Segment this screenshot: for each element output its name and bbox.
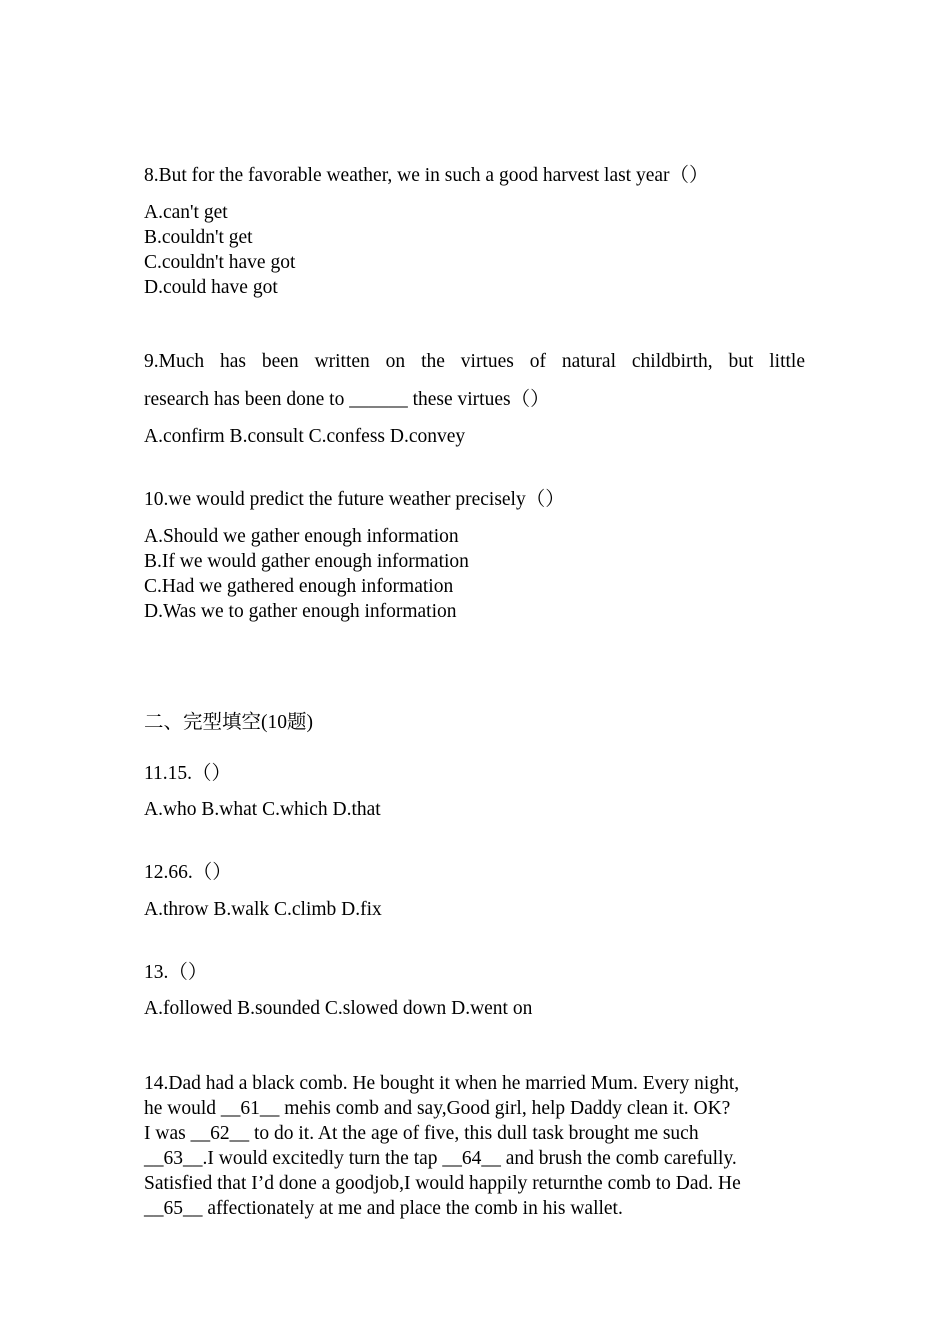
question-10-option-b: B.If we would gather enough information <box>144 551 469 572</box>
question-13-options: A.followed B.sounded C.slowed down D.went on <box>144 998 533 1019</box>
question-14-passage-line-5: Satisfied that I’d done a goodjob,I would happily returnthe comb to Dad. He <box>144 1173 741 1194</box>
question-8-option-d: D.could have got <box>144 277 278 298</box>
question-10-option-a: A.Should we gather enough information <box>144 526 459 547</box>
question-8-stem: 8.But for the favorable weather, we in such a good harvest last year（） <box>144 165 709 186</box>
question-11-options: A.who B.what C.which D.that <box>144 799 381 820</box>
question-14-passage-line-6: __65__ affectionately at me and place the comb in his wallet. <box>144 1198 623 1219</box>
question-8-option-a: A.can't get <box>144 202 228 223</box>
question-12-options: A.throw B.walk C.climb D.fix <box>144 899 382 920</box>
question-13-stem: 13.（） <box>144 962 208 983</box>
question-14-passage-line-3: I was __62__ to do it. At the age of five, this dull task brought me such <box>144 1123 699 1144</box>
question-9-stem-line-1-text: 9.Much has been written on the virtues of natural childbirth, but little <box>144 351 805 372</box>
question-14-passage-line-2: he would __61__ mehis comb and say,Good girl, help Daddy clean it. OK? <box>144 1098 731 1119</box>
question-11-stem: 11.15.（） <box>144 763 232 784</box>
question-10-option-d: D.Was we to gather enough information <box>144 601 457 622</box>
question-14-passage-line-4: __63__.I would excitedly turn the tap __64__ and brush the comb carefully. <box>144 1148 737 1169</box>
question-9-options: A.confirm B.consult C.confess D.convey <box>144 426 466 447</box>
question-9-stem-line-1 <box>144 349 805 374</box>
section-2-heading: 二、完型填空(10题) <box>144 712 313 733</box>
question-12-stem: 12.66.（） <box>144 862 232 883</box>
question-14-passage-line-1: 14.Dad had a black comb. He bought it when he married Mum. Every night, <box>144 1073 740 1094</box>
question-8-option-b: B.couldn't get <box>144 227 253 248</box>
question-8-option-c: C.couldn't have got <box>144 252 296 273</box>
question-9-stem-line-2: research has been done to ______ these virtues（） <box>144 389 550 410</box>
question-10-option-c: C.Had we gathered enough information <box>144 576 454 597</box>
question-10-stem: 10.we would predict the future weather precisely（） <box>144 489 565 510</box>
